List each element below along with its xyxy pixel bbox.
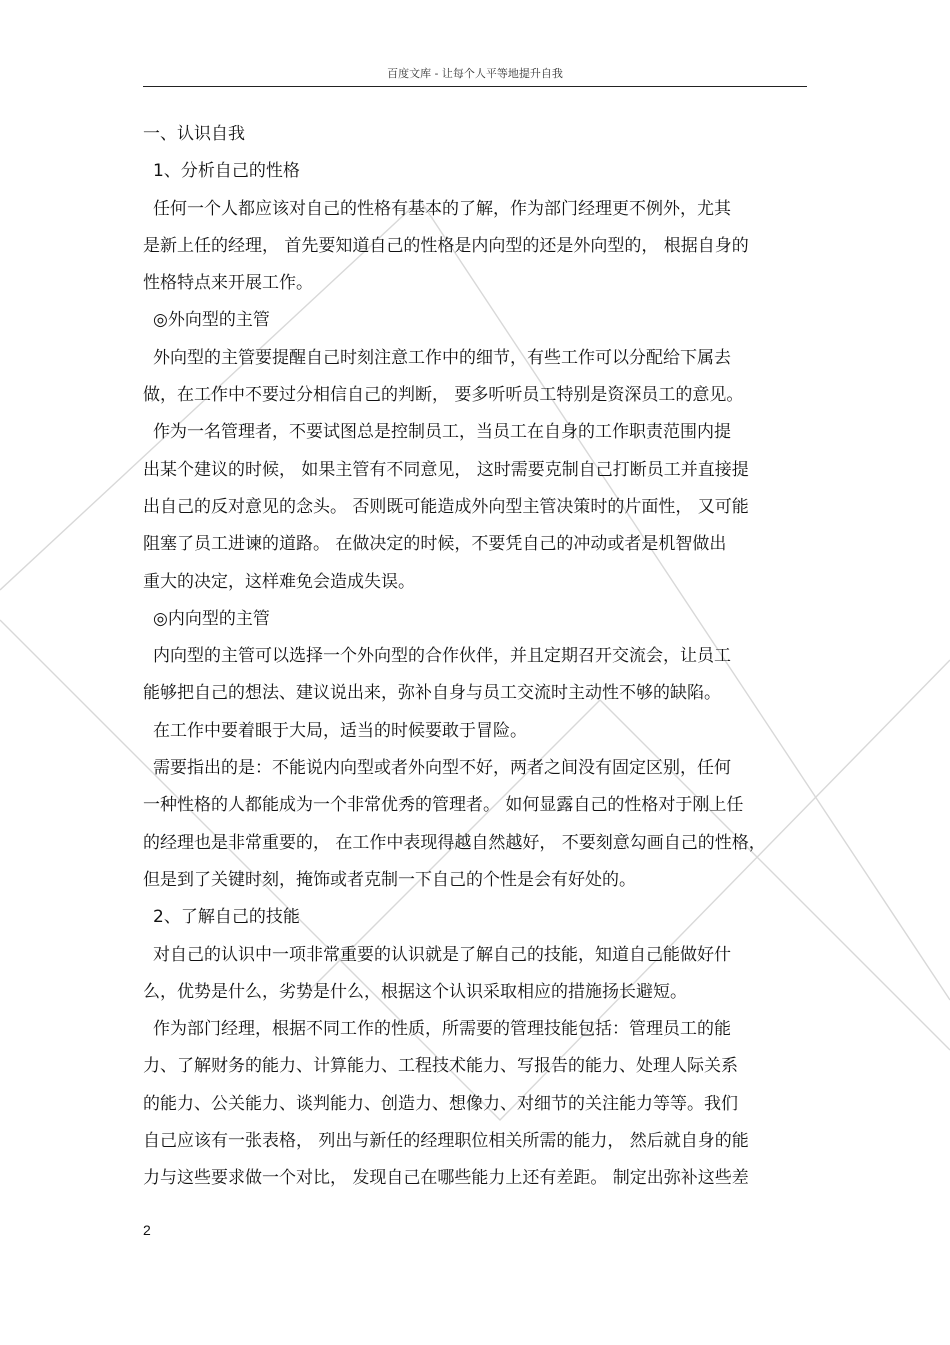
text-line: 对自己的认识中一项非常重要的认识就是了解自己的技能，知道自己能做好什 <box>153 944 731 965</box>
text-line: 的经理也是非常重要的， 在工作中表现得越自然越好， 不要刻意勾画自己的性格， <box>143 832 766 853</box>
text-line: 自己应该有一张表格， 列出与新任的经理职位相关所需的能力， 然后就自身的能 <box>143 1131 749 1152</box>
text-line: 外向型的主管要提醒自己时刻注意工作中的细节，有些工作可以分配给下属去 <box>153 347 731 368</box>
text-line: ◎外向型的主管 <box>153 310 270 331</box>
text-line: 一种性格的人都能成为一个非常优秀的管理者。 如何显露自己的性格对于刚上任 <box>143 795 744 816</box>
text-line: 2、了解自己的技能 <box>153 907 300 928</box>
text-line: 的能力、公关能力、谈判能力、创造力、想像力、对细节的关注能力等等。我们 <box>143 1093 738 1114</box>
text-line: 出自己的反对意见的念头。 否则既可能造成外向型主管决策时的片面性， 又可能 <box>143 496 749 517</box>
text-line: 在工作中要着眼于大局，适当的时候要敢于冒险。 <box>153 720 527 741</box>
text-line: 内向型的主管可以选择一个外向型的合作伙伴，并且定期召开交流会，让员工 <box>153 646 731 667</box>
text-line: 重大的决定，这样难免会造成失误。 <box>143 571 415 592</box>
text-line: 作为一名管理者，不要试图总是控制员工，当员工在自身的工作职责范围内提 <box>153 422 731 443</box>
text-line: 能够把自己的想法、建议说出来，弥补自身与员工交流时主动性不够的缺陷。 <box>143 683 721 704</box>
text-line: 是新上任的经理， 首先要知道自己的性格是内向型的还是外向型的， 根据自身的 <box>143 235 749 256</box>
text-line: 任何一个人都应该对自己的性格有基本的了解，作为部门经理更不例外，尤其 <box>153 198 731 219</box>
text-line: 1、分析自己的性格 <box>153 161 300 182</box>
text-line: 性格特点来开展工作。 <box>143 273 313 294</box>
text-line: 需要指出的是：不能说内向型或者外向型不好，两者之间没有固定区别，任何 <box>153 758 731 779</box>
text-line: 但是到了关键时刻，掩饰或者克制一下自己的个性是会有好处的。 <box>143 869 636 890</box>
text-line: 做，在工作中不要过分相信自己的判断， 要多听听员工特别是资深员工的意见。 <box>143 385 744 406</box>
text-line: ◎内向型的主管 <box>153 608 270 629</box>
text-line: 出某个建议的时候， 如果主管有不同意见， 这时需要克制自己打断员工并直接提 <box>143 459 749 480</box>
page-number: 2 <box>143 1222 151 1238</box>
header-divider <box>143 86 807 87</box>
document-body <box>143 116 811 1198</box>
text-line: 力、了解财务的能力、计算能力、工程技术能力、写报告的能力、处理人际关系 <box>143 1056 738 1077</box>
text-line: 阻塞了员工进谏的道路。 在做决定的时候，不要凭自己的冲动或者是机智做出 <box>143 534 727 555</box>
text-line: 一、认识自我 <box>143 124 245 144</box>
text-line: 力与这些要求做一个对比， 发现自己在哪些能力上还有差距。 制定出弥补这些差 <box>143 1168 749 1189</box>
text-line: 么，优势是什么，劣势是什么，根据这个认识采取相应的措施扬长避短。 <box>143 981 687 1002</box>
document-header: 百度文库 - 让每个人平等地提升自我 <box>387 67 563 80</box>
text-line: 作为部门经理，根据不同工作的性质，所需要的管理技能包括：管理员工的能 <box>153 1019 731 1040</box>
